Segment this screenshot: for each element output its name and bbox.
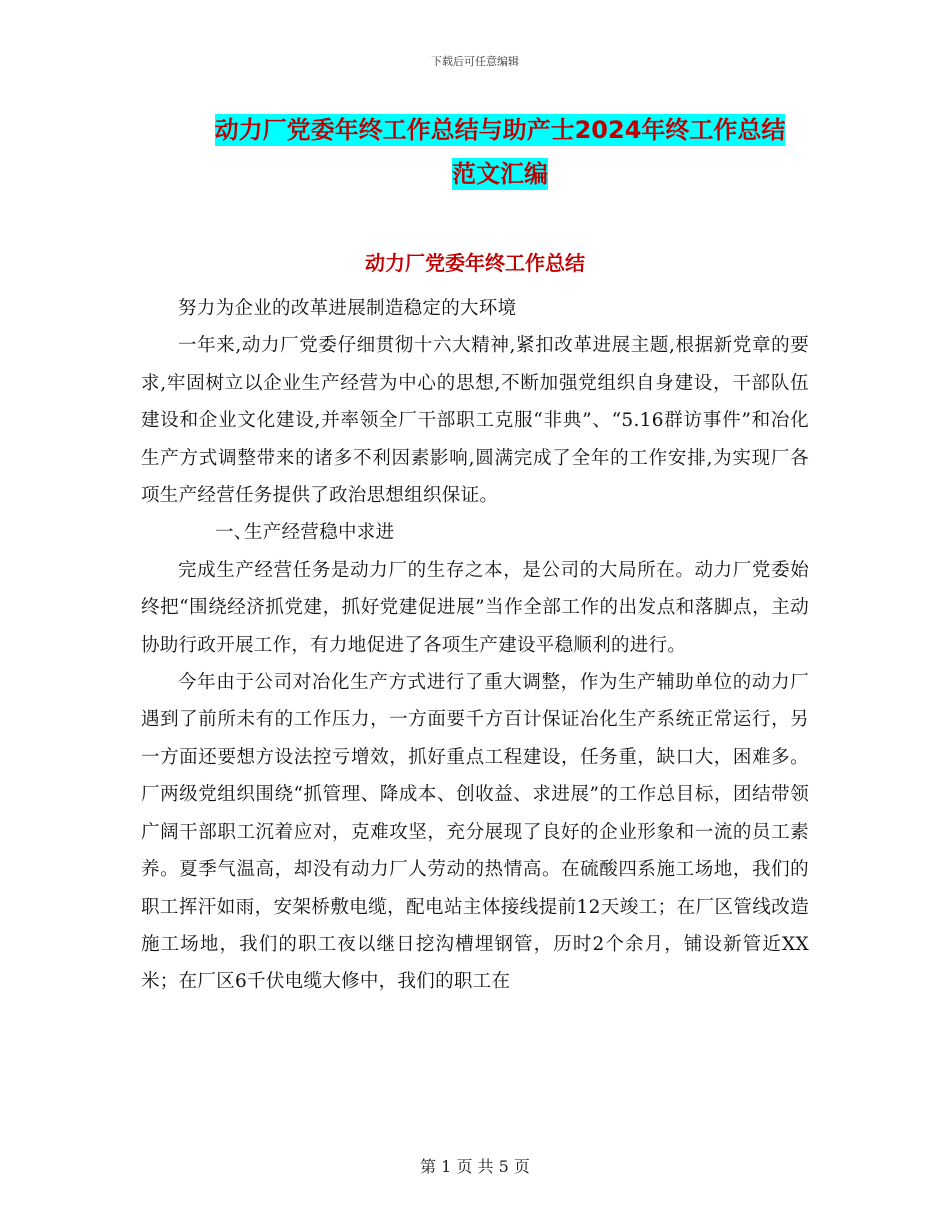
paragraph: 今年由于公司对冶化生产方式进行了重大调整，作为生产辅助单位的动力厂遇到了前所未有的工作压力，一方面要千方百计保证冶化生产系统正常运行，另一方面还要想方设法控亏增效，抓好重点工程建设，任务重，缺口大，困难多。厂两级党组织围绕“抓管理、降成本、创收益、求进展”的工作总目标，团结带领广阔干部职工沉着应对，克难攻坚，充分展现了良好的企业形象和一流的员工素养。夏季气温高，却没有动力厂人劳动的热情高。在硫酸四系施工场地，我们的职工挥汗如雨，安架桥敷电缆，配电站主体接线提前12天竣工；在厂区管线改造施工场地，我们的职工夜以继日挖沟槽埋钢管，历时2个余月，铺设新管近XX米；在厂区6千伏电缆大修中，我们的职工在 <box>141 672 809 993</box>
document-body <box>141 290 809 1001</box>
paragraph: 完成生产经营任务是动力厂的生存之本，是公司的大局所在。动力厂党委始终把“围绕经济抓党建，抓好党建促进展”当作全部工作的出发点和落脚点，主动协助行政开展工作，有力地促进了各项生产建设平稳顺利的进行。 <box>141 559 809 656</box>
page-footer: 第 1 页 共 5 页 <box>420 1157 530 1176</box>
paragraph: 努力为企业的改革进展制造稳定的大环境 <box>178 298 517 319</box>
document-title <box>140 108 860 196</box>
subheading-text: 生产经营稳中求进 <box>244 522 395 544</box>
paragraph: 一年来,动力厂党委仔细贯彻十六大精神,紧扣改革进展主题,根据新党章的要求,牢固树立以企业生产经营为中心的思想,不断加强党组织自身建设，干部队伍建设和企业文化建设,并率领全厂干部职工克服“非典”、“5.16群访事件”和冶化生产方式调整带来的诸多不利因素影响,圆满完成了全年的工作安排,为实现厂各项生产经营任务提供了政治思想组织保证。 <box>141 335 809 507</box>
subheading-number: 一、 <box>215 522 253 544</box>
subheading <box>141 514 809 551</box>
document-title-line2: 范文汇编 <box>452 160 548 188</box>
document-title-line1: 动力厂党委年终工作总结与助产士2024年终工作总结 <box>214 116 786 144</box>
page-header: 下载后可任意编辑 <box>431 55 519 68</box>
section-title: 动力厂党委年终工作总结 <box>365 251 585 275</box>
